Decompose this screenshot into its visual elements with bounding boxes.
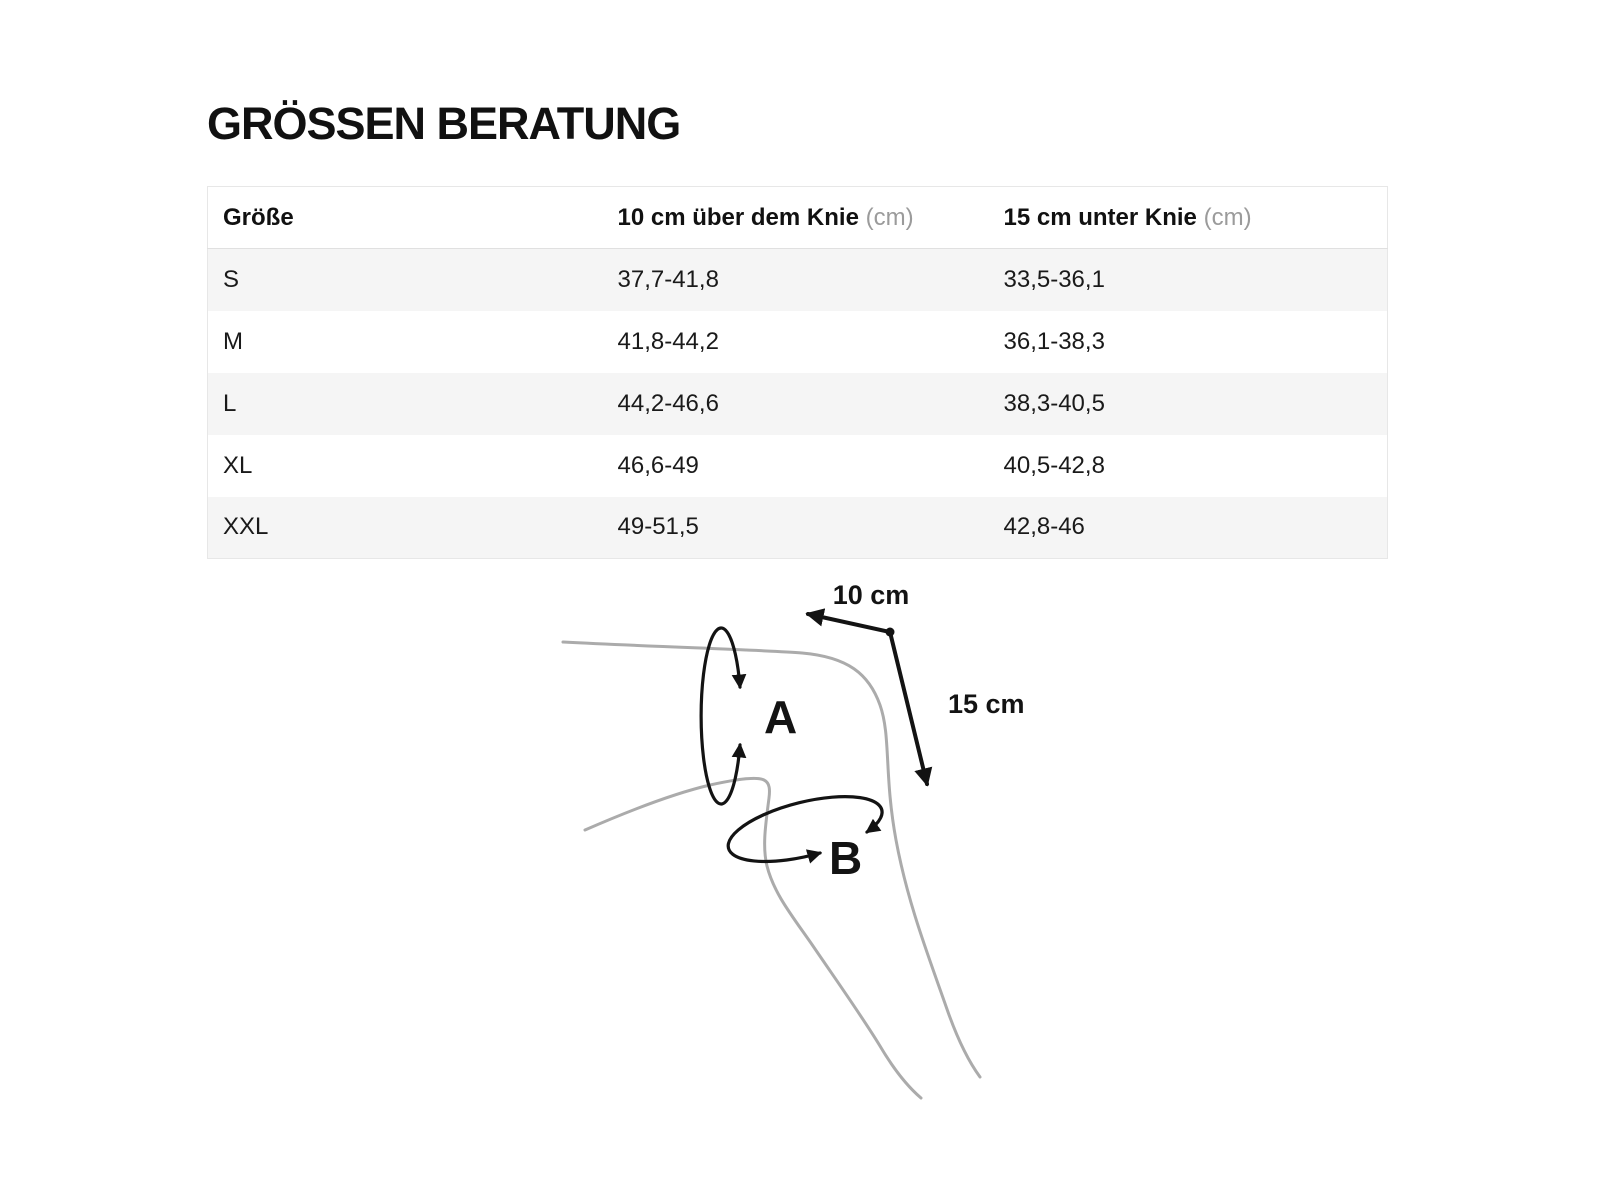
cell-below-knee: 36,1-38,3 — [1003, 327, 1105, 355]
cell-above-knee: 41,8-44,2 — [617, 327, 719, 355]
cell-size: L — [223, 389, 237, 417]
table-row — [208, 373, 1388, 435]
below-knee-distance-label: 15 cm — [948, 689, 1025, 719]
header-size-label: Größe — [223, 203, 294, 231]
cell-above-knee: 37,7-41,8 — [617, 265, 719, 293]
header-above-knee — [603, 187, 989, 249]
thigh-girth-ellipse-arrows — [701, 628, 740, 804]
cell-below-knee: 40,5-42,8 — [1003, 451, 1105, 479]
calf-girth-label: B — [829, 832, 863, 884]
knee-measurement-diagram — [500, 555, 1060, 1115]
cell-above-knee: 49-51,5 — [617, 513, 699, 541]
cell-below-knee: 38,3-40,5 — [1003, 389, 1105, 417]
page-title: GRÖSSEN BERATUNG — [207, 98, 681, 149]
cell-size: M — [223, 327, 243, 355]
cell-above-knee: 44,2-46,6 — [617, 389, 719, 417]
table-row — [208, 497, 1388, 559]
table-row — [208, 249, 1388, 311]
header-below-knee-label: 15 cm unter Knie — [1003, 203, 1197, 231]
above-knee-distance-label: 10 cm — [832, 580, 910, 610]
size-chart-table — [207, 186, 1388, 559]
below-knee-distance-arrow — [890, 632, 927, 784]
header-below-knee — [989, 187, 1388, 249]
above-knee-distance-arrow — [808, 614, 890, 632]
table-row — [208, 435, 1388, 497]
header-above-knee-unit: (cm) — [865, 203, 914, 231]
cell-below-knee: 33,5-36,1 — [1003, 265, 1105, 293]
cell-size: XXL — [223, 513, 269, 541]
table-header-row — [208, 187, 1388, 249]
cell-size: XL — [223, 451, 253, 479]
thigh-girth-label: A — [764, 691, 798, 743]
table-row — [208, 311, 1388, 373]
header-above-knee-label: 10 cm über dem Knie — [617, 203, 859, 231]
cell-size: S — [223, 265, 240, 293]
leg-outline-front — [585, 778, 921, 1098]
header-below-knee-unit: (cm) — [1203, 203, 1252, 231]
cell-below-knee: 42,8-46 — [1003, 513, 1085, 541]
header-size — [208, 187, 603, 249]
cell-above-knee: 46,6-49 — [617, 451, 699, 479]
